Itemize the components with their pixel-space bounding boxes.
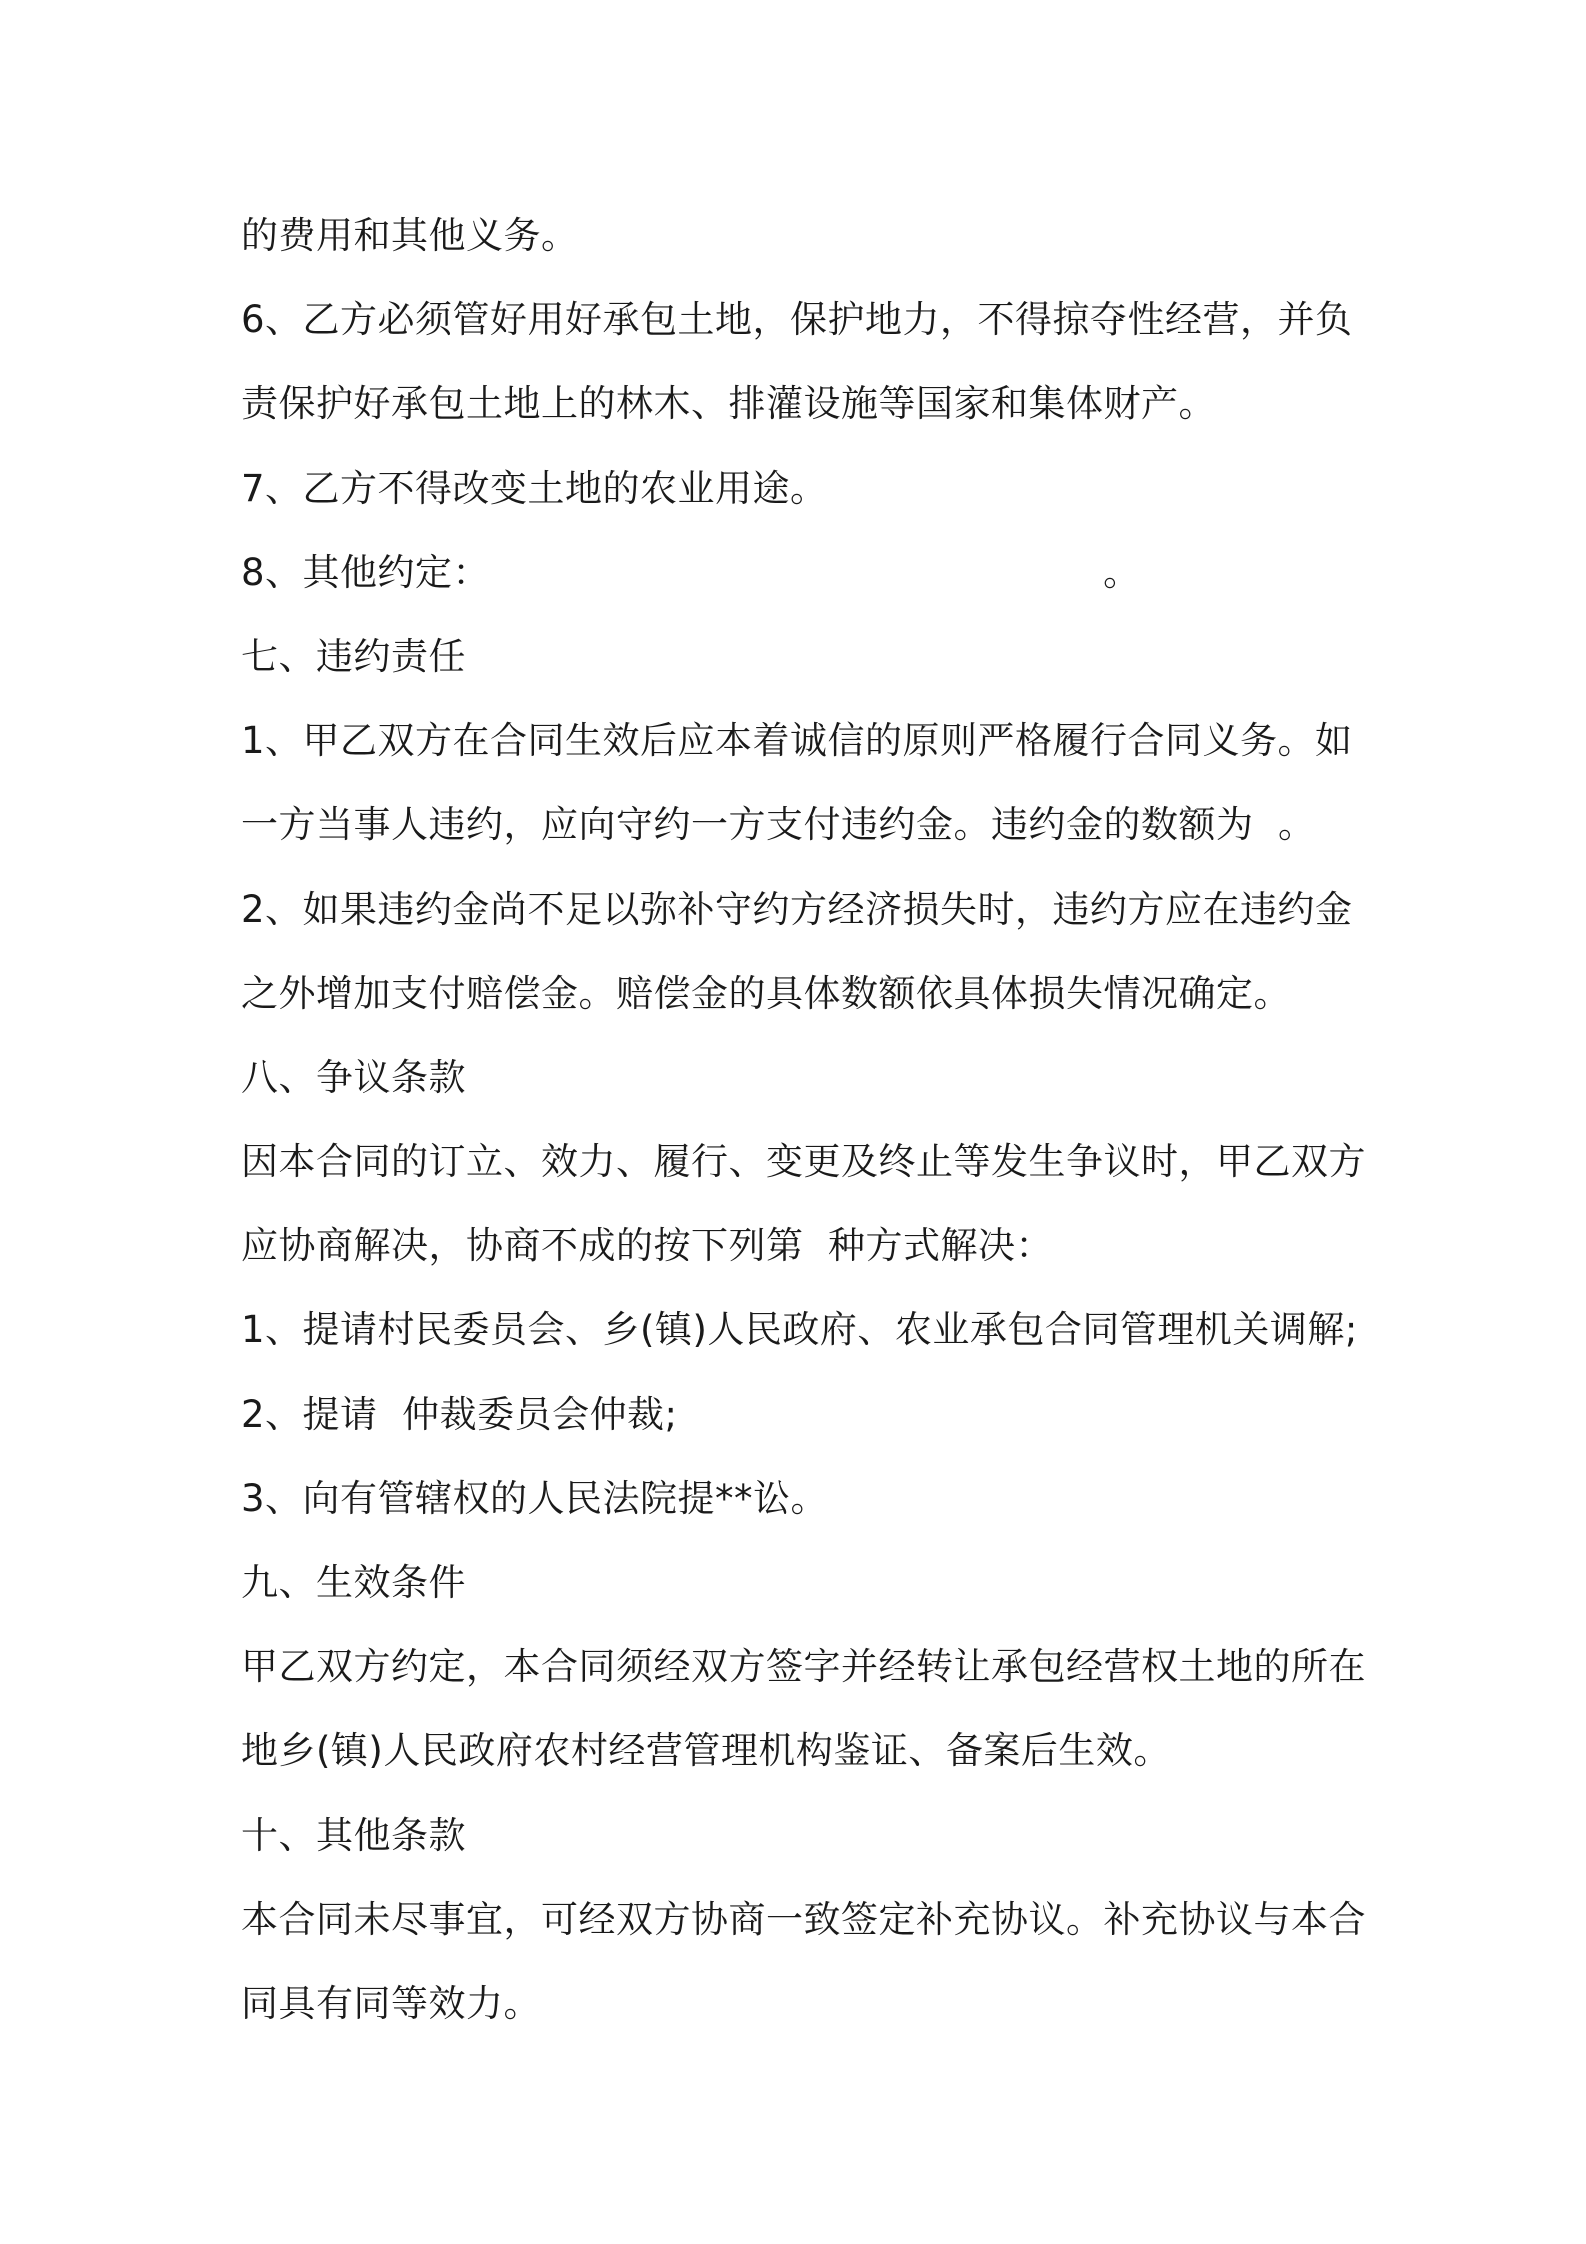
effective-conditions-line-1: 甲乙双方约定，本合同须经双方签字并经转让承包经营权土地的所在	[241, 1645, 1366, 1689]
section-heading-other-terms: 十、其他条款	[241, 1813, 466, 1857]
clause-7: 7、乙方不得改变土地的农业用途。	[241, 466, 828, 510]
dispute-option-2: 2、提请 仲裁委员会仲裁;	[241, 1392, 678, 1436]
contract-body	[241, 194, 1366, 2046]
clause-6-line-2: 责保护好承包土地上的林木、排灌设施等国家和集体财产。	[241, 382, 1216, 426]
dispute-option-1: 1、提请村民委员会、乡(镇)人民政府、农业承包合同管理机关调解;	[241, 1308, 1358, 1352]
section-heading-effective-conditions: 九、生效条件	[241, 1561, 466, 1604]
other-terms-line-2: 同具有同等效力。	[241, 1981, 541, 2025]
breach-clause-2-line-1: 2、如果违约金尚不足以弥补守约方经济损失时，违约方应在违约金	[241, 887, 1353, 931]
dispute-intro-line-1: 因本合同的订立、效力、履行、变更及终止等发生争议时，甲乙双方	[241, 1140, 1366, 1184]
dispute-option-3: 3、向有管辖权的人民法院提**讼。	[241, 1476, 829, 1520]
dispute-intro-line-2: 应协商解决，协商不成的按下列第 种方式解决：	[241, 1224, 1054, 1268]
section-heading-dispute: 八、争议条款	[241, 1055, 466, 1099]
clause-8-other-agreement: 8、其他约定： 。	[241, 550, 1141, 594]
breach-clause-2-line-2: 之外增加支付赔偿金。赔偿金的具体数额依具体损失情况确定。	[241, 971, 1291, 1015]
effective-conditions-line-2: 地乡(镇)人民政府农村经营管理机构鉴证、备案后生效。	[241, 1729, 1171, 1773]
section-heading-breach-liability: 七、违约责任	[241, 634, 466, 678]
text-line: 的费用和其他义务。	[241, 214, 579, 257]
clause-6-line-1: 6、乙方必须管好用好承包土地，保护地力，不得掠夺性经营，并负	[241, 298, 1353, 342]
breach-clause-1-line-1: 1、甲乙双方在合同生效后应本着诚信的原则严格履行合同义务。如	[241, 719, 1353, 763]
other-terms-line-1: 本合同未尽事宜，可经双方协商一致签定补充协议。补充协议与本合	[241, 1897, 1366, 1941]
breach-clause-1-line-2: 一方当事人违约，应向守约一方支付违约金。违约金的数额为 。	[241, 803, 1316, 847]
